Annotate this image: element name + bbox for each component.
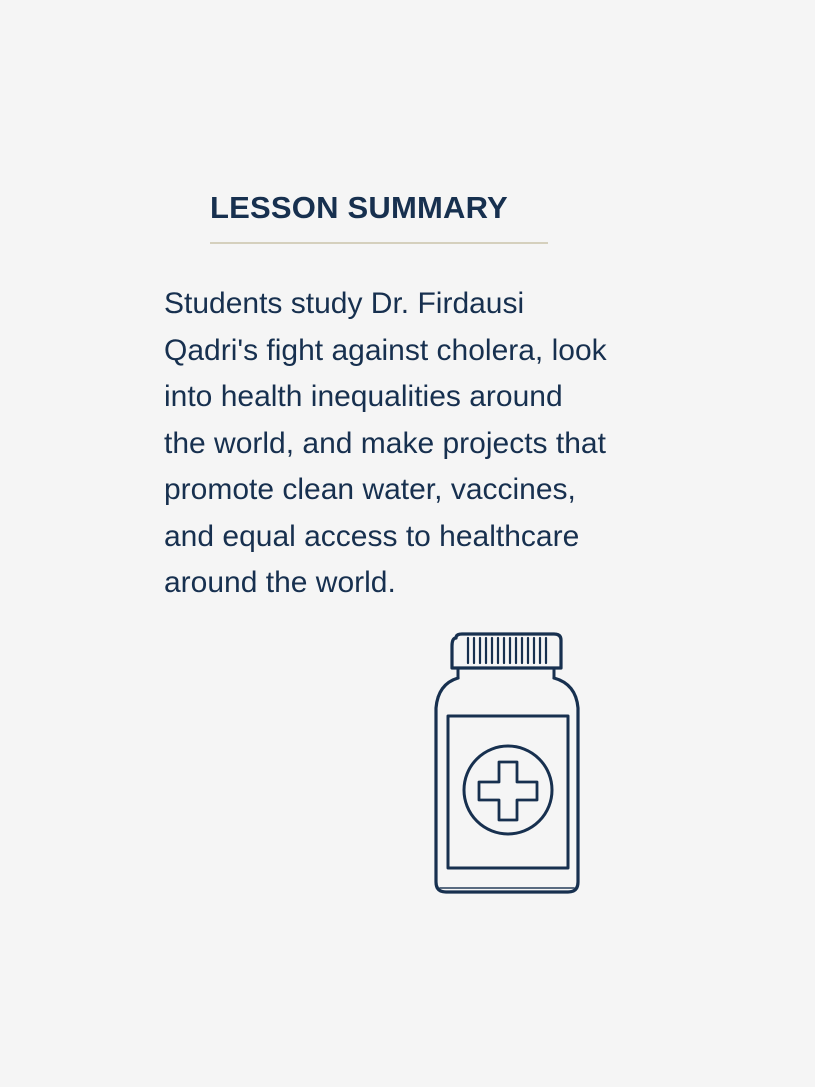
summary-line: the world, and make projects that — [164, 426, 606, 460]
heading-divider — [210, 242, 548, 244]
summary-line: into health inequalities around — [164, 380, 563, 413]
summary-line: around the world. — [164, 566, 396, 599]
summary-line: and equal access to healthcare — [164, 519, 580, 553]
summary-line: Qadri's fight against cholera, look — [164, 333, 607, 367]
lesson-summary-text — [164, 281, 607, 607]
medicine-bottle-icon — [430, 630, 585, 898]
summary-line: Students study Dr. Firdausi — [164, 287, 525, 320]
summary-line: promote clean water, vaccines, — [164, 473, 576, 506]
lesson-summary-heading: LESSON SUMMARY — [210, 190, 508, 225]
